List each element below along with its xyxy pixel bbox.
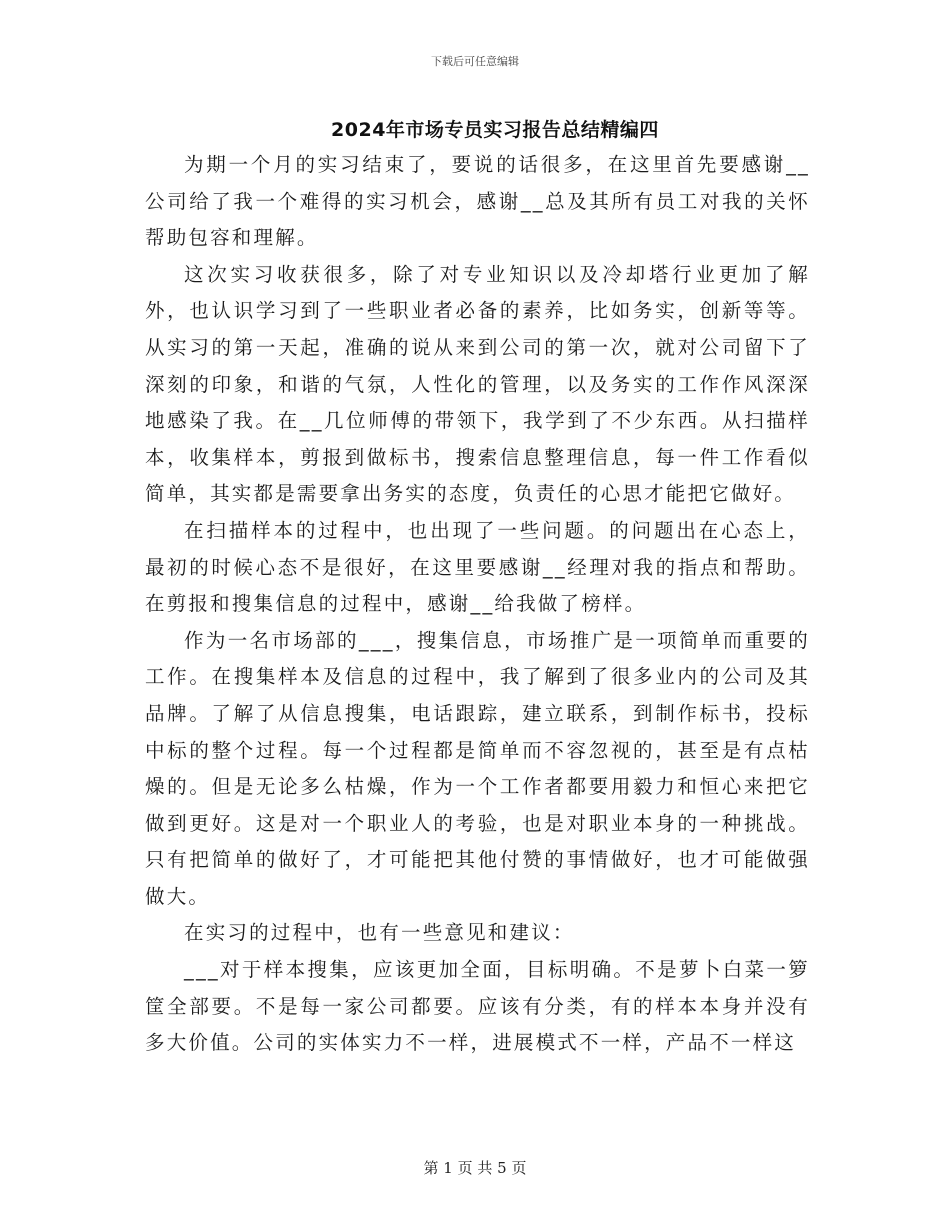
paragraph-2: 这次实习收获很多，除了对专业知识以及冷却塔行业更加了解外，也认识学习到了一些职业者必备的素养，比如务实，创新等等。从实习的第一天起，准确的说从来到公司的第一次，就对公司留下了深刻的印象，和谐的气氛，人性化的管理，以及务实的工作作风深深地感染了我。在__几位师傅的带领下，我学到了不少东西。从扫描样本，收集样本，剪报到做标书，搜索信息整理信息，每一件工作看似简单，其实都是需要拿出务实的态度，负责任的心思才能把它做好。 xyxy=(145,262,810,506)
paragraph-6: ___对于样本搜集，应该更加全面，目标明确。不是萝卜白菜一箩筐全部要。不是每一家公司都要。应该有分类，有的样本本身并没有多大价值。公司的实体实力不一样，进展模式不一样，产品不一样这 xyxy=(145,958,810,1055)
page-number: 第 1 页 共 5 页 xyxy=(423,1159,527,1177)
header-note: 下载后可任意编辑 xyxy=(431,55,519,68)
paragraph-1: 为期一个月的实习结束了，要说的话很多，在这里首先要感谢__公司给了我一个难得的实习机会，感谢__总及其所有员工对我的关怀帮助包容和理解。 xyxy=(145,153,810,250)
document-title: 2024年市场专员实习报告总结精编四 xyxy=(331,119,659,141)
paragraph-5: 在实习的过程中，也有一些意见和建议： xyxy=(184,921,575,945)
document-body xyxy=(145,147,810,1062)
paragraph-3: 在扫描样本的过程中，也出现了一些问题。的问题出在心态上，最初的时候心态不是很好，在这里要感谢__经理对我的指点和帮助。在剪报和搜集信息的过程中，感谢__给我做了榜样。 xyxy=(145,518,810,616)
paragraph-4: 作为一名市场部的___，搜集信息，市场推广是一项简单而重要的工作。在搜集样本及信息的过程中，我了解到了很多业内的公司及其品牌。了解了从信息搜集，电话跟踪，建立联系，到制作标书，投标中标的整个过程。每一个过程都是简单而不容忽视的，甚至是有点枯燥的。但是无论多么枯燥，作为一个工作者都要用毅力和恒心来把它做到更好。这是对一个职业人的考验，也是对职业本身的一种挑战。只有把简单的做好了，才可能把其他付赞的事情做好，也才可能做强做大。 xyxy=(145,628,810,908)
